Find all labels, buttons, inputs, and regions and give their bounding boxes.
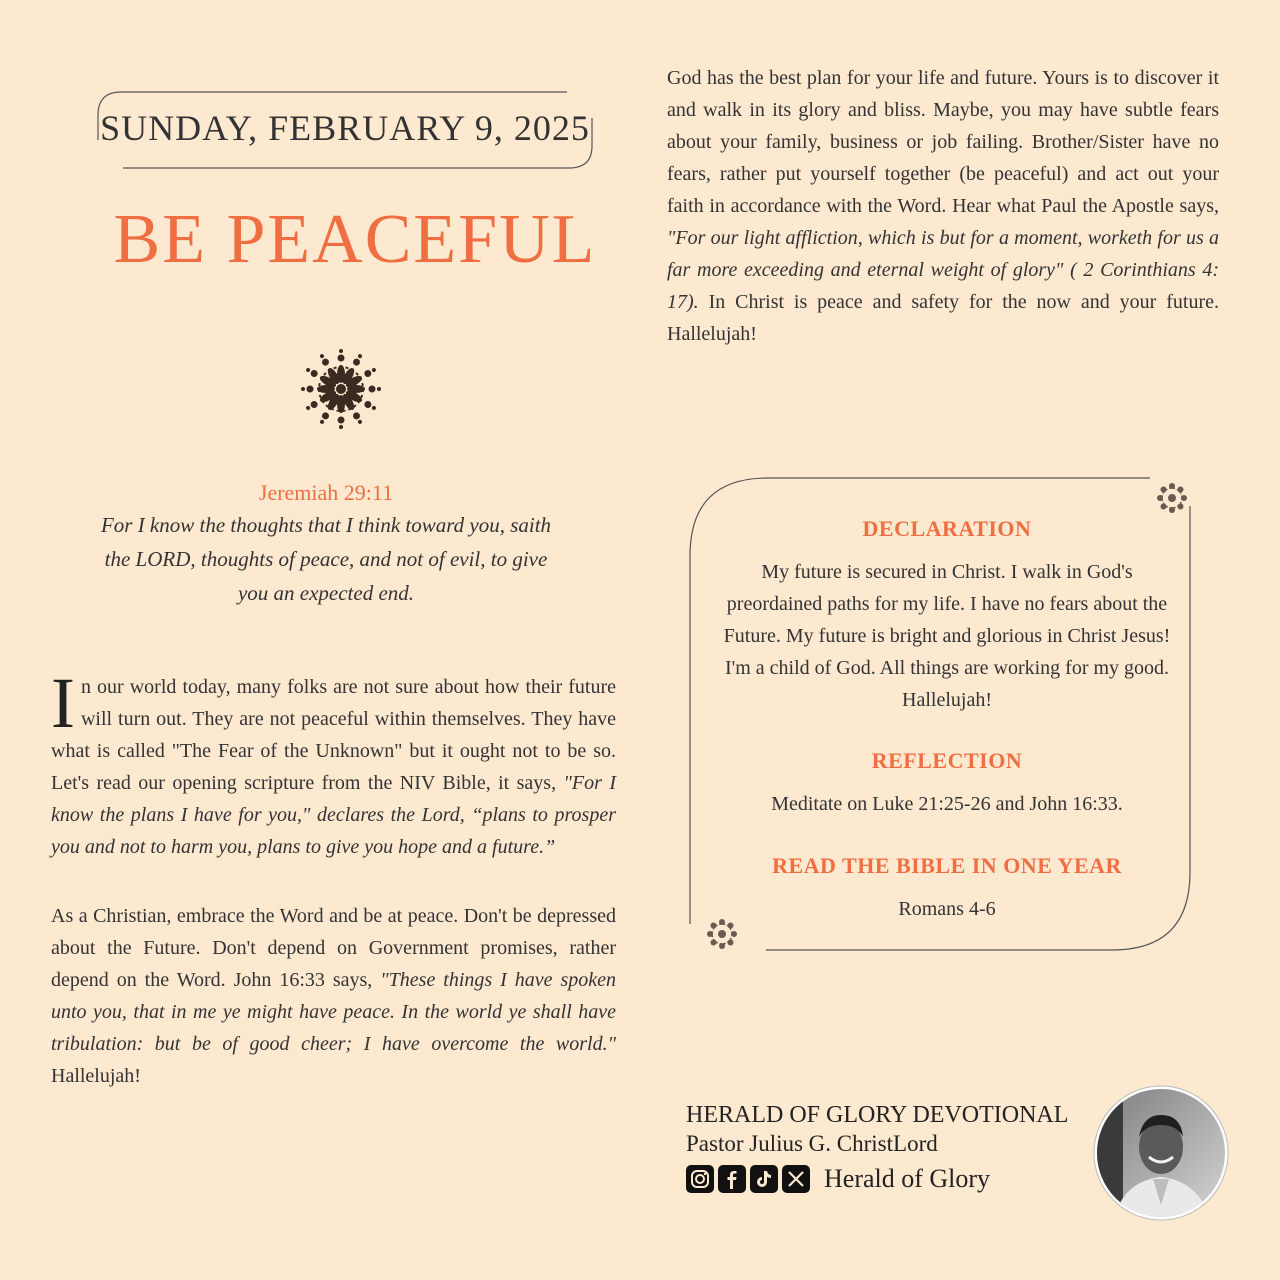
devotional-title: HERALD OF GLORY DEVOTIONAL	[686, 1102, 1069, 1128]
avatar	[1093, 1085, 1229, 1221]
facebook-icon[interactable]	[718, 1165, 746, 1193]
body-paragraph-right	[667, 62, 1219, 350]
declaration-heading: DECLARATION	[862, 516, 1032, 541]
body-paragraph-2	[51, 900, 616, 1092]
reflection-text: Meditate on Luke 21:25-26 and John 16:33.	[771, 793, 1123, 815]
scripture-reference: Jeremiah 29:11	[258, 480, 394, 505]
paragraph-quote: "These things I have spoken unto you, that in me ye might have peace. In the world ye shall have tribulation: but be of good cheer; I have overcome the world."	[51, 969, 617, 1055]
paragraph-quote: "For I know the plans I have for you," declares the Lord, “plans to prosper you and not to harm you, plans to give you hope and a future.”	[51, 772, 616, 858]
declaration-text: My future is secured in Christ. I walk in God's preordained paths for my life. I have no fears about the Future. My future is bright and glorious in Christ Jesus! I'm a child of God. All things are working for my good. Hallelujah!	[723, 561, 1171, 711]
paragraph-text: n our world today, many folks are not sure about how their future will turn out. They are not peaceful within themselves. They have what is called "The Fear of the Unknown" but it ought not to be so. Let's read our opening scripture from the NIV Bible, it says,	[51, 676, 616, 794]
paragraph-ending: Hallelujah!	[51, 1065, 141, 1087]
instagram-icon[interactable]	[686, 1165, 714, 1193]
small-mandala-icon	[1154, 480, 1190, 516]
date-label: SUNDAY, FEBRUARY 9, 2025	[100, 108, 590, 148]
paragraph-ending: In Christ is peace and safety for the now and your future. Hallelujah!	[667, 291, 1219, 345]
reflection-heading: REFLECTION	[871, 748, 1023, 773]
x-icon[interactable]	[782, 1165, 810, 1193]
body-paragraph-1	[51, 663, 616, 863]
paragraph-text: As a Christian, embrace the Word and be at peace. Don't be depressed about the Future. Don't depend on Government promises, rather depend on the Word. John 16:33 says,	[51, 905, 616, 991]
mandala-ornament-icon	[298, 346, 384, 432]
pastor-name: Pastor Julius G. ChristLord	[686, 1131, 938, 1156]
drop-cap: I	[51, 663, 75, 743]
tiktok-icon[interactable]	[750, 1165, 778, 1193]
paragraph-text: God has the best plan for your life and future. Yours is to discover it and walk in its glory and bliss. Maybe, you may have subtle fears about your family, business or job failing. Brother/Sister have no fears, rather put yourself together (be peaceful) and act out your faith in accordance with the Word. Hear what Paul the Apostle says,	[667, 67, 1219, 217]
paragraph-quote: "For our light affliction, which is but for a moment, worketh for us a far more exceeding and eternal weight of glory" ( 2 Corinthians 4: 17).	[667, 227, 1219, 313]
date-frame	[97, 90, 593, 170]
social-links	[686, 1164, 990, 1194]
bible-reading-text: Romans 4-6	[898, 898, 996, 920]
social-handle: Herald of Glory	[824, 1164, 991, 1193]
scripture-text: For I know the thoughts that I think toward you, saith the LORD, thoughts of peace, and not of evil, to give you an expected end.	[100, 513, 552, 605]
page-title: BE PEACEFUL	[113, 201, 597, 278]
bible-reading-heading: READ THE BIBLE IN ONE YEAR	[772, 853, 1122, 878]
declaration-box	[688, 476, 1192, 952]
